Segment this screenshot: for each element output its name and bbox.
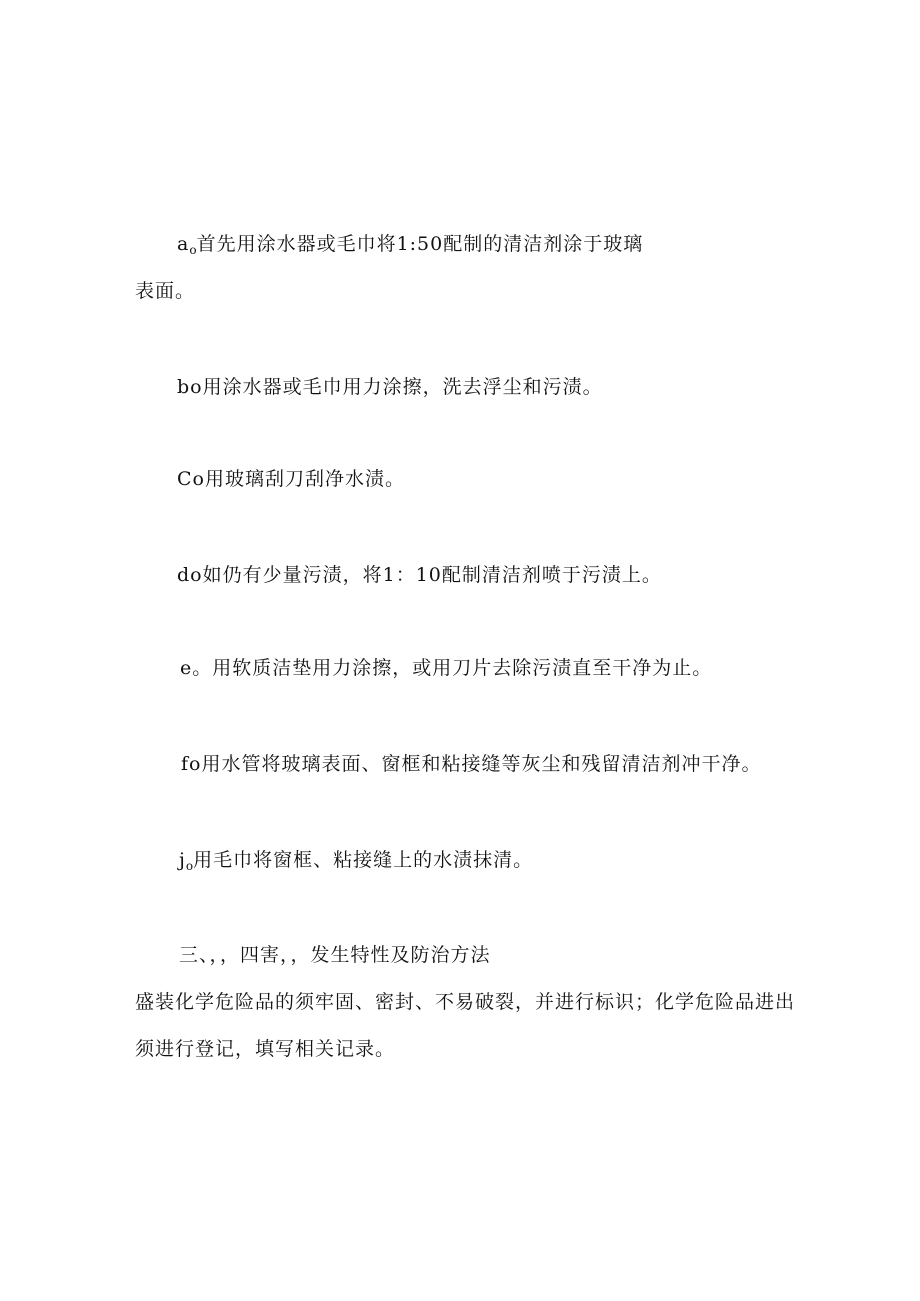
step-e: e。用软质洁垫用力涂擦，或用刀片去除污渍直至干净为止。	[180, 657, 713, 679]
step-j-text: 用毛巾将窗框、粘接缝上的水渍抹清。	[193, 849, 534, 871]
step-b: bo用涂水器或毛巾用力涂擦，洗去浮尘和污渍。	[177, 376, 603, 398]
step-d: do如仍有少量污渍，将1：10配制清洁剂喷于污渍上。	[177, 564, 662, 586]
step-a-marker-sub: o	[189, 243, 197, 257]
step-a-line-1	[177, 232, 643, 262]
step-a-text: 首先用涂水器或毛巾将1:50配制的清洁剂涂于玻璃	[196, 233, 644, 255]
section-3-heading: 三、，，四害，，发生特性及防治方法	[179, 944, 491, 966]
section-3-body-line-1: 盛装化学危险品的须牢固、密封、不易破裂，并进行标识；化学危险品进出	[135, 991, 796, 1013]
step-j-marker-sub: o	[185, 859, 194, 873]
step-a-line-2: 表面。	[135, 280, 196, 302]
step-j	[179, 848, 533, 878]
section-3-body-line-2: 须进行登记，填写相关记录。	[135, 1038, 396, 1060]
step-c: Co用玻璃刮刀刮净水渍。	[177, 468, 405, 490]
step-f: fo用水管将玻璃表面、窗框和粘接缝等灰尘和残留清洁剂冲干净。	[181, 753, 762, 775]
step-j-marker: j	[179, 849, 186, 871]
step-a-marker: a	[177, 233, 190, 255]
